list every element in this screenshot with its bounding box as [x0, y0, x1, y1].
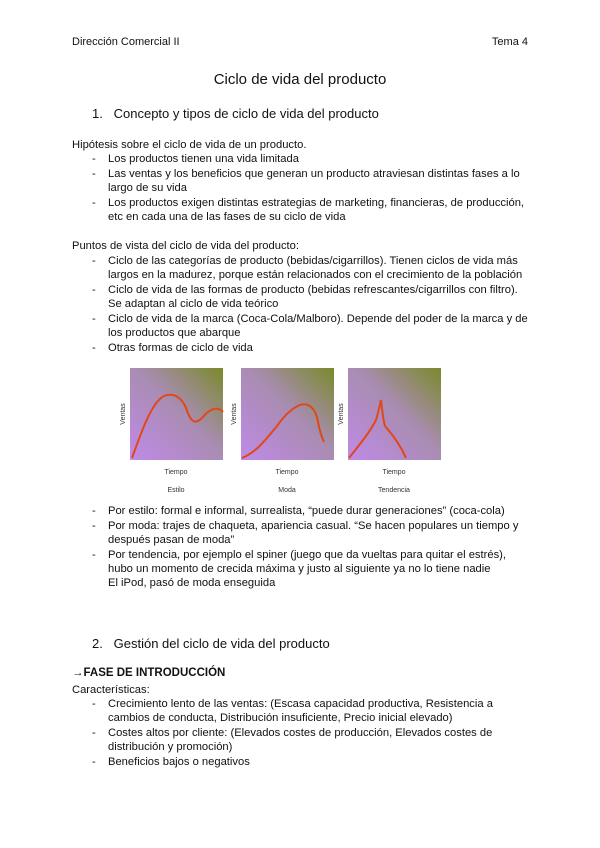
list-item-text: Costes altos por cliente: (Elevados costes de producción, Elevados costes de distribución y promoción) [108, 727, 493, 753]
dash-bullet: - [92, 197, 96, 209]
dash-bullet: - [92, 727, 96, 739]
chart-estilo [120, 368, 223, 494]
list-item-text: Ciclo de vida de las formas de producto (bebidas refrescantes/cigarrillos con filtro). Se adaptan al ciclo de vida teórico [108, 284, 518, 310]
chart-moda-xlabel: Tiempo [275, 469, 299, 476]
list-item [92, 504, 532, 518]
viewpoints-list [92, 254, 532, 356]
chart-tendencia-caption: Tendencia [378, 487, 410, 494]
hypotheses-list [92, 152, 532, 225]
list-item [92, 312, 532, 340]
list-item-text: Ciclo de las categorías de producto (bebidas/cigarrillos). Tienen ciclos de vida más largos en la madurez, porque están relacionados con el crecimiento de la población [108, 255, 523, 281]
dash-bullet: - [92, 284, 96, 296]
section-1-number: 1. [92, 106, 103, 121]
list-item [92, 755, 532, 769]
examples-list [92, 504, 532, 591]
section-2-number: 2. [92, 636, 103, 651]
chart-moda-caption: Moda [278, 487, 296, 494]
dash-bullet: - [92, 153, 96, 165]
section-2-heading [92, 636, 330, 651]
dash-bullet: - [92, 313, 96, 325]
section-1-heading [92, 106, 379, 121]
chart-moda [231, 368, 334, 494]
chart-tendencia-xlabel: Tiempo [382, 469, 406, 476]
chart-estilo-xlabel: Tiempo [164, 469, 188, 476]
list-item [92, 152, 532, 166]
chart-tendencia-plot-area [348, 368, 441, 460]
list-item-text: Otras formas de ciclo de vida [108, 342, 253, 354]
list-item-text: Crecimiento lento de las ventas: (Escasa capacidad productiva, Resistencia a cambios de conducta, Distribución insuficiente, Precio inicial elevado) [108, 698, 493, 724]
chart-moda-ylabel: Ventas [231, 403, 238, 425]
dash-bullet: - [92, 255, 96, 267]
phase-title: →FASE DE INTRODUCCIÓN [72, 667, 226, 679]
list-item-text: Beneficios bajos o negativos [108, 756, 250, 768]
list-item [92, 519, 532, 547]
section-2-title: Gestión del ciclo de vida del producto [113, 636, 330, 651]
chart-estilo-caption: Estilo [167, 487, 185, 494]
hypotheses-intro: Hipótesis sobre el ciclo de vida de un producto. [72, 139, 307, 151]
chart-estilo-ylabel: Ventas [120, 403, 127, 425]
dash-bullet: - [92, 756, 96, 768]
chart-estilo-plot-area [130, 368, 223, 460]
dash-bullet: - [92, 520, 96, 532]
list-item [92, 167, 532, 195]
list-item-text: Los productos tienen una vida limitada [108, 153, 299, 165]
list-item-text: Las ventas y los beneficios que generan un producto atraviesan distintas fases a lo largo de su vida [108, 168, 520, 194]
dash-bullet: - [92, 549, 96, 561]
section-1-title: Concepto y tipos de ciclo de vida del producto [113, 106, 379, 121]
header-subject: Dirección Comercial II [72, 36, 180, 48]
lifecycle-charts-figure [112, 368, 452, 498]
dash-bullet: - [92, 505, 96, 517]
list-item-text: Los productos exigen distintas estrategias de marketing, financieras, de producción, etc en cada una de las fases de su ciclo de vida [108, 197, 525, 223]
dash-bullet: - [92, 168, 96, 180]
list-item-text: Por estilo: formal e informal, surrealista, “puede durar generaciones” (coca-cola) [108, 505, 505, 517]
chart-tendencia-ylabel: Ventas [338, 403, 345, 425]
list-item [92, 548, 532, 590]
list-item [92, 341, 532, 355]
chart-tendencia [338, 368, 441, 494]
examples-tail: El iPod, pasó de moda enseguida [108, 577, 276, 589]
list-item-text: Por moda: trajes de chaqueta, apariencia casual. “Se hacen populares un tiempo y después pasan de moda” [108, 520, 519, 546]
list-item [92, 254, 532, 282]
viewpoints-intro: Puntos de vista del ciclo de vida del producto: [72, 240, 299, 252]
list-item-text: Por tendencia, por ejemplo el spiner (juego que da vueltas para quitar el estrés), hubo un momento de crecida máxima y justo al siguiente ya no lo tiene nadie [108, 549, 507, 575]
list-item [92, 697, 532, 725]
list-item [92, 196, 532, 224]
list-item [92, 283, 532, 311]
dash-bullet: - [92, 342, 96, 354]
header-topic: Tema 4 [491, 36, 528, 48]
page-title: Ciclo de vida del producto [213, 71, 387, 88]
phase-list [92, 697, 532, 770]
list-item [92, 726, 532, 754]
phase-label: Características: [72, 684, 150, 696]
list-item-text: Ciclo de vida de la marca (Coca-Cola/Malboro). Depende del poder de la marca y de los productos que abarque [108, 313, 528, 339]
dash-bullet: - [92, 698, 96, 710]
